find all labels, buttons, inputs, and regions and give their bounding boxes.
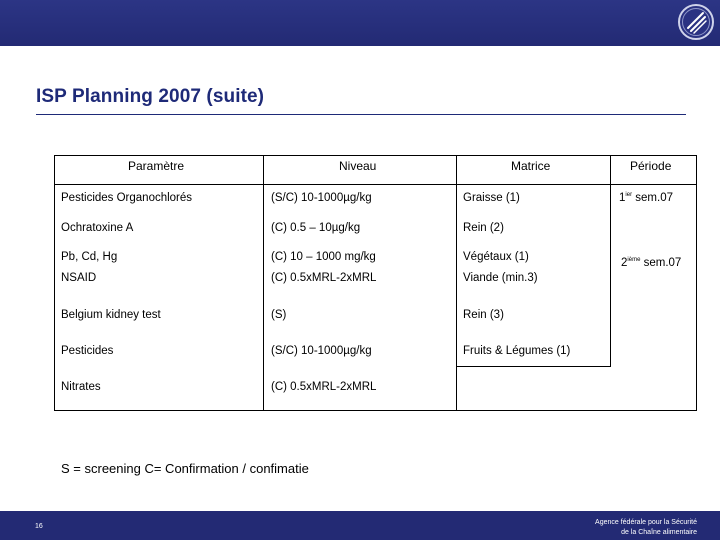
row6-niveau: (S/C) 10-1000µg/kg: [271, 345, 372, 357]
row3-niveau: (C) 10 – 1000 mg/kg: [271, 251, 376, 263]
table-bottom-rule-matrice: [456, 366, 611, 367]
row5-parametre: Belgium kidney test: [61, 309, 161, 321]
row5-matrice: Rein (3): [463, 309, 504, 321]
agency-name-line2: de la Chaîne alimentaire: [621, 529, 697, 536]
row3-parametre: Pb, Cd, Hg: [61, 251, 118, 263]
table-divider-col3: [456, 155, 457, 410]
periode-second-semester: [621, 256, 681, 270]
cutlery-logo-icon: [676, 2, 716, 42]
row1-niveau: (S/C) 10-1000µg/kg: [271, 192, 372, 204]
row7-parametre: Nitrates: [61, 381, 101, 393]
row3-matrice: Végétaux (1): [463, 251, 529, 263]
periode1-number: 1: [619, 192, 626, 204]
agency-name-line1: Agence fédérale pour la Sécurité: [595, 519, 697, 526]
row4-matrice: Viande (min.3): [463, 272, 538, 284]
page-number: 16: [35, 523, 43, 530]
table-divider-col2: [263, 155, 264, 410]
periode1-text: sem.07: [632, 192, 673, 204]
periode2-suffix: ième: [627, 257, 641, 263]
table-header-rule: [54, 184, 697, 185]
periode2-number: 2: [621, 257, 628, 269]
table-divider-col4: [610, 155, 611, 366]
header-matrice: Matrice: [511, 159, 551, 173]
row2-parametre: Ochratoxine A: [61, 222, 134, 234]
row5-niveau: (S): [271, 309, 287, 321]
row6-parametre: Pesticides: [61, 345, 114, 357]
row4-parametre: NSAID: [61, 272, 97, 284]
periode-first-semester: [619, 191, 673, 205]
row2-matrice: Rein (2): [463, 222, 504, 234]
table-border-bottom: [54, 410, 697, 411]
table-border-top: [54, 155, 697, 156]
agency-name: [595, 518, 697, 538]
row7-niveau: (C) 0.5xMRL-2xMRL: [271, 381, 377, 393]
header-periode: Période: [630, 159, 672, 173]
header-niveau: Niveau: [339, 159, 377, 173]
title-divider: [36, 114, 686, 115]
header-bar: [0, 0, 720, 46]
row1-parametre: Pesticides Organochlorés: [61, 192, 193, 204]
row6-matrice: Fruits & Légumes (1): [463, 345, 571, 357]
row2-niveau: (C) 0.5 – 10µg/kg: [271, 222, 361, 234]
periode1-suffix: ier: [625, 192, 633, 198]
table-border-right: [696, 155, 697, 410]
legend-note: S = screening C= Confirmation / confimatie: [61, 461, 309, 476]
header-parametre: Paramètre: [128, 159, 185, 173]
row1-matrice: Graisse (1): [463, 192, 520, 204]
periode2-text: sem.07: [640, 257, 682, 269]
page-title: ISP Planning 2007 (suite): [36, 86, 265, 107]
table-border-left: [54, 155, 55, 410]
row4-niveau: (C) 0.5xMRL-2xMRL: [271, 272, 377, 284]
